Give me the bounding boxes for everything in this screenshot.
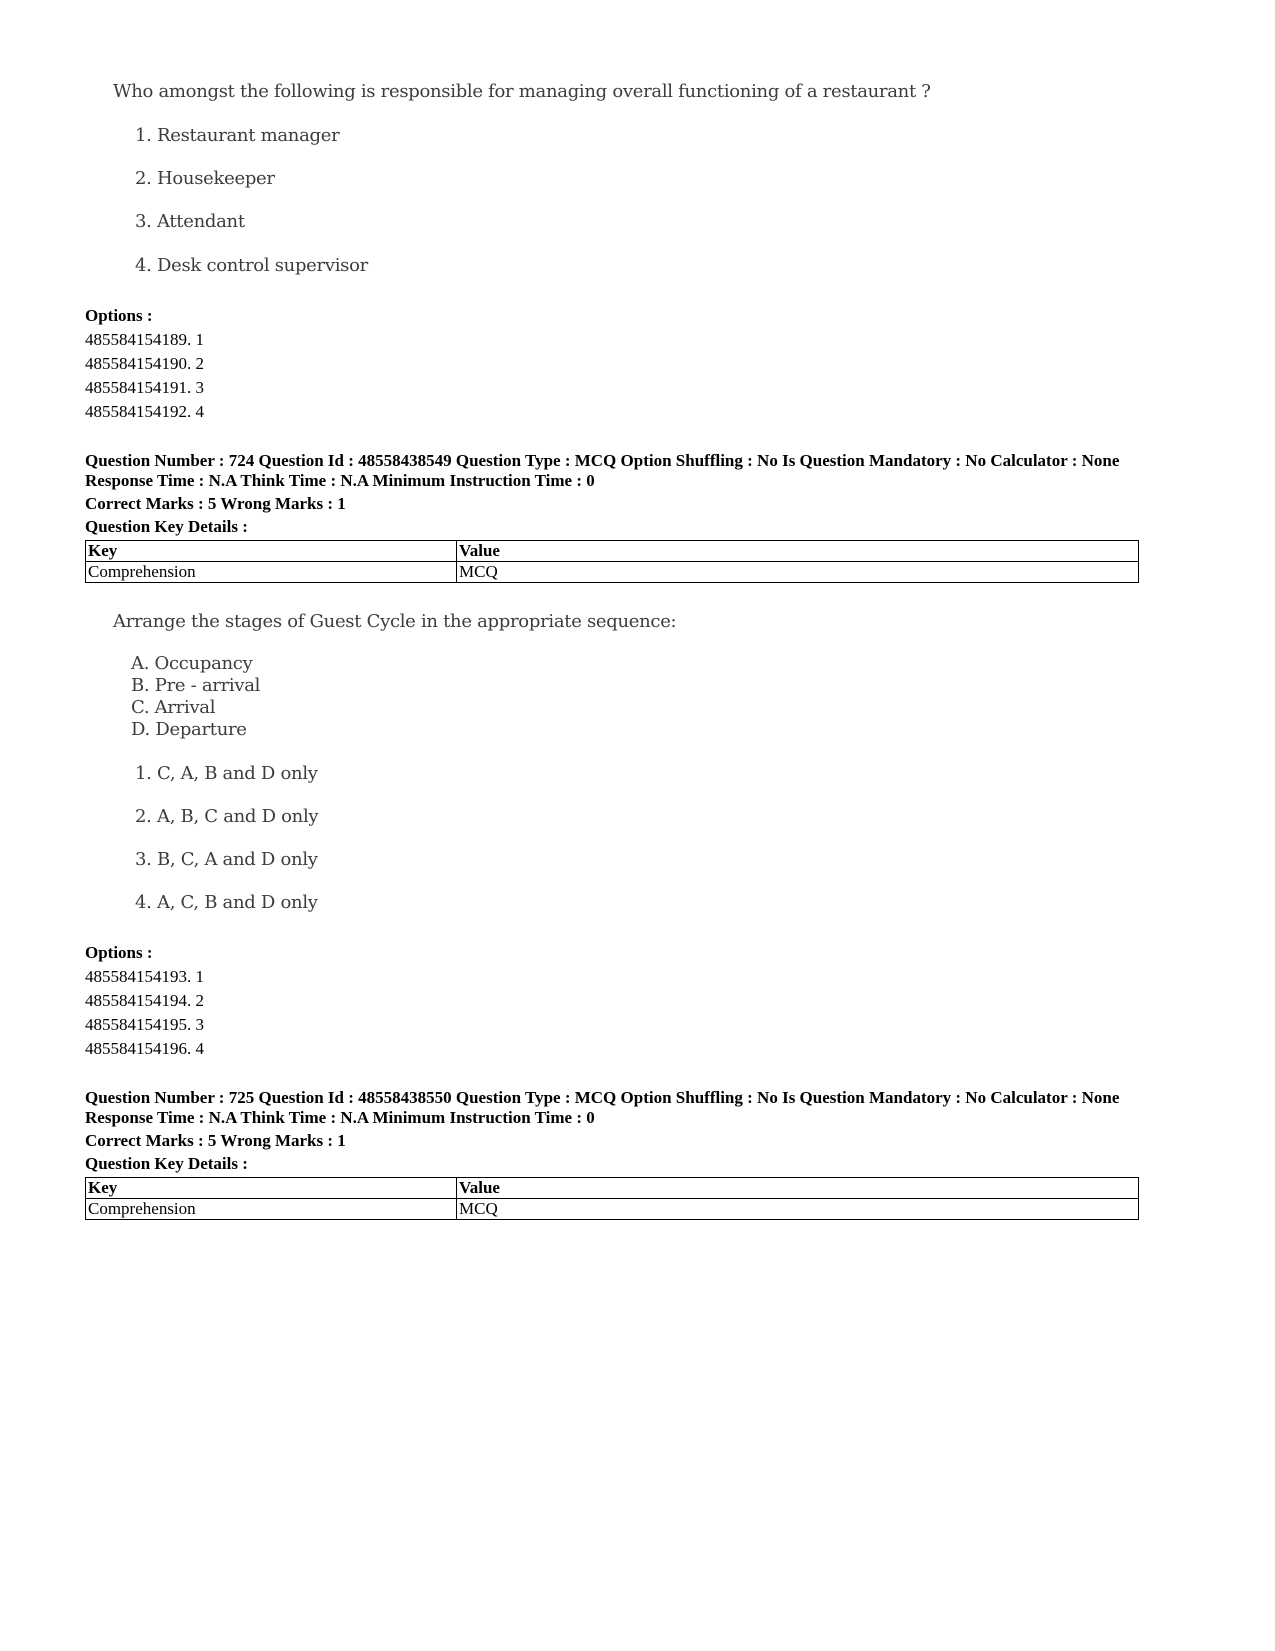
table-cell-key: Comprehension (86, 1199, 457, 1220)
question-723-choice-2: 2. Housekeeper (135, 168, 275, 189)
option-item: 485584154194. 2 (85, 991, 204, 1010)
option-item: 485584154191. 3 (85, 378, 204, 397)
question-724-key-table (85, 540, 1139, 583)
question-info-line: Question Number : 724 Question Id : 48558438549 Question Type : MCQ Option Shuffling : No Is Question Mandatory : No Calculator : None (85, 451, 1120, 470)
table-cell-key: Comprehension (86, 562, 457, 583)
table-header-key: Key (86, 1178, 457, 1199)
question-724-options (85, 941, 204, 1061)
question-724-choice-3: 3. B, C, A and D only (135, 849, 318, 870)
option-item: 485584154193. 1 (85, 967, 204, 986)
option-item: 485584154195. 3 (85, 1015, 204, 1034)
table-cell-value: MCQ (457, 1199, 1139, 1220)
option-item: 485584154192. 4 (85, 402, 204, 421)
question-725-meta (85, 1088, 1185, 1174)
question-724-prompt: Arrange the stages of Guest Cycle in the appropriate sequence: (113, 611, 677, 632)
option-item: 485584154189. 1 (85, 330, 204, 349)
key-details-label: Question Key Details : (85, 517, 248, 536)
key-details-label: Question Key Details : (85, 1154, 248, 1173)
option-item: 485584154190. 2 (85, 354, 204, 373)
table-header-row (86, 1178, 1139, 1199)
question-723-image (85, 78, 985, 288)
question-724-stage-a: A. Occupancy (131, 653, 253, 674)
question-724-meta (85, 451, 1185, 537)
question-724-stage-d: D. Departure (131, 719, 247, 740)
table-header-value: Value (457, 1178, 1139, 1199)
question-724-choice-2: 2. A, B, C and D only (135, 806, 319, 827)
table-header-key: Key (86, 541, 457, 562)
question-723-choice-3: 3. Attendant (135, 211, 245, 232)
question-info-line: Question Number : 725 Question Id : 48558438550 Question Type : MCQ Option Shuffling : No Is Question Mandatory : No Calculator : None (85, 1088, 1120, 1107)
timing-info-line: Response Time : N.A Think Time : N.A Minimum Instruction Time : 0 (85, 471, 595, 490)
table-header-value: Value (457, 541, 1139, 562)
question-724-choice-4: 4. A, C, B and D only (135, 892, 318, 913)
table-header-row (86, 541, 1139, 562)
question-723-choice-4: 4. Desk control supervisor (135, 255, 368, 276)
table-cell-value: MCQ (457, 562, 1139, 583)
table-row (86, 1199, 1139, 1220)
question-723-prompt: Who amongst the following is responsible for managing overall functioning of a restaurant ? (113, 81, 931, 102)
options-label: Options : (85, 306, 153, 325)
question-724-stage-c: C. Arrival (131, 697, 216, 718)
marks-line: Correct Marks : 5 Wrong Marks : 1 (85, 1131, 346, 1150)
question-723-options (85, 304, 204, 424)
question-725-key-table (85, 1177, 1139, 1220)
question-724-image (85, 608, 985, 918)
question-724-choice-1: 1. C, A, B and D only (135, 763, 318, 784)
options-label: Options : (85, 943, 153, 962)
question-724-stage-b: B. Pre - arrival (131, 675, 261, 696)
table-row (86, 562, 1139, 583)
question-723-choice-1: 1. Restaurant manager (135, 125, 340, 146)
marks-line: Correct Marks : 5 Wrong Marks : 1 (85, 494, 346, 513)
timing-info-line: Response Time : N.A Think Time : N.A Minimum Instruction Time : 0 (85, 1108, 595, 1127)
option-item: 485584154196. 4 (85, 1039, 204, 1058)
